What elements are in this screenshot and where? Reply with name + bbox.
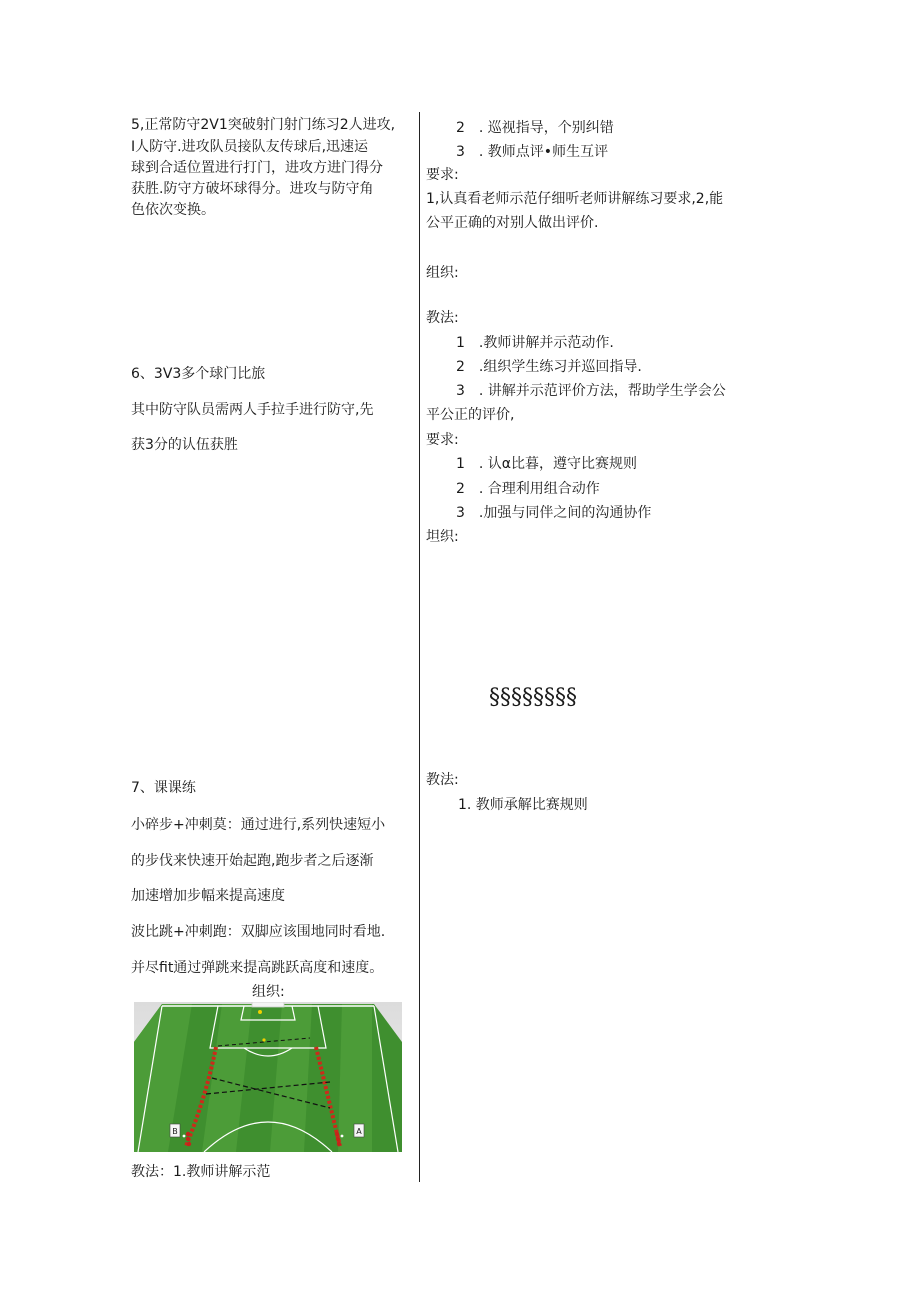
- requirements-label-2: 要求:: [426, 432, 459, 448]
- organization-label-1: 组织:: [426, 265, 459, 281]
- field-label-b: B: [172, 1127, 178, 1136]
- section6-line-1: 其中防守队员需两人手拉手进行防守,先: [131, 402, 374, 418]
- section-marks: §§§§§§§§: [489, 685, 577, 710]
- section7-line-2: 的步伐来快速开始起跑,跑步者之后逐渐: [131, 853, 374, 869]
- section5-line-2: I人防守.进攻队员接队友传球后,迅速运: [131, 139, 369, 155]
- teaching-item-3-cont: 平公正的评价,: [426, 407, 515, 423]
- section7-teaching: 教法：1.教师讲解示范: [131, 1164, 271, 1180]
- requirements-line-1: 1,认真看老师示范仔细听老师讲解练习要求,2,能: [426, 191, 724, 207]
- column-divider: [419, 112, 420, 1182]
- section5-line-5: 色依次变换。: [131, 202, 215, 218]
- section7-title: 7、课课练: [131, 780, 196, 796]
- section6-line-2: 获3分的认伍获胜: [131, 437, 238, 453]
- field-label-a: A: [356, 1127, 362, 1136]
- section7-line-5: 并尽fit通过弹跳来提高跳跃高度和速度。: [131, 960, 384, 976]
- teaching-item-1: 1 .教师讲解并示范动作.: [456, 335, 614, 351]
- organization-label-2: 坦织:: [426, 529, 459, 545]
- section5-line-3: 球到合适位置进行打门，进攻方进门得分: [131, 160, 383, 176]
- requirement-item-2: 2 . 合理利用组合动作: [456, 481, 600, 497]
- section5-line-4: 获胜.防守方破坏球得分。进攻与防守角: [131, 181, 374, 197]
- teaching-label-2: 教法:: [426, 772, 459, 788]
- organization-label: 组织:: [252, 984, 285, 1000]
- soccer-field-image: [134, 1002, 402, 1152]
- requirements-line-2: 公平正确的对别人做出评价.: [426, 215, 599, 231]
- section7-line-3: 加速增加步幅来提高速度: [131, 888, 285, 904]
- section6-title: 6、3V3多个球门比旅: [131, 366, 266, 382]
- right-item-2: 2 . 巡视指导，个别纠错: [456, 120, 614, 136]
- section5-line-1: 5,正常防守2V1突破射门射门练习2人进攻,: [131, 117, 396, 133]
- section7-line-1: 小碎步+冲刺莫：通过进行,系列快速短小: [131, 817, 386, 833]
- teaching-item-2: 2 .组织学生练习并巡回指导.: [456, 359, 642, 375]
- right-item-3: 3 . 教师点评•师生互评: [456, 144, 609, 160]
- teaching-item-3: 3 . 讲解并示范评价方法，帮助学生学会公: [456, 383, 726, 399]
- teaching-item-rules: 1. 教师承解比赛规则: [458, 797, 588, 813]
- requirement-item-1: 1 . 认α比暮，遵守比赛规则: [456, 456, 638, 472]
- section7-line-4: 波比跳+冲刺跑：双脚应该围地同时看地.: [131, 924, 386, 940]
- requirement-item-3: 3 .加强与同伴之间的沟通协作: [456, 505, 652, 521]
- requirements-label-1: 要求:: [426, 167, 459, 183]
- teaching-label-1: 教法:: [426, 310, 459, 326]
